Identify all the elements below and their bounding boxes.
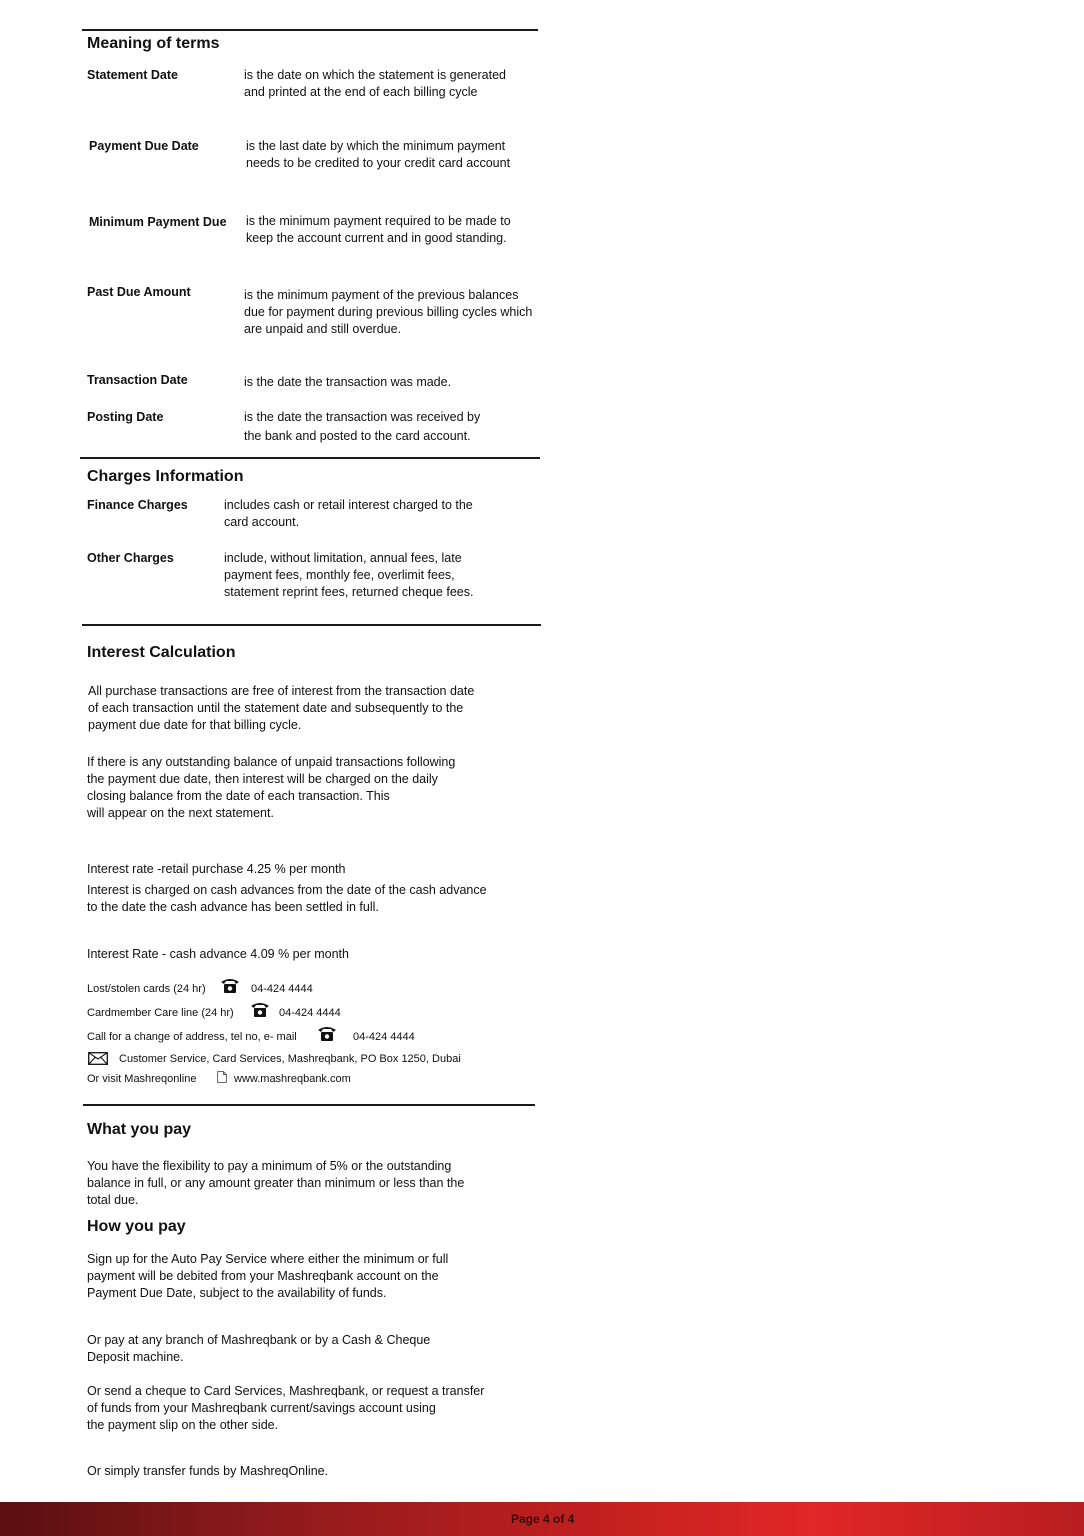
retail-interest-rate: Interest rate -retail purchase 4.25 % per month — [87, 862, 346, 876]
def-transaction-date: is the date the transaction was made. — [244, 375, 452, 389]
document-icon — [217, 1071, 227, 1083]
def-posting-date: is the date the transaction was received by the bank and posted to the card account. — [244, 410, 481, 443]
term-statement-date: Statement Date — [87, 68, 178, 82]
term-past-due-amount: Past Due Amount — [87, 285, 191, 299]
charges-heading: Charges Information — [87, 468, 244, 485]
visit-mashreqonline-label: Or visit Mashreqonline — [87, 1073, 197, 1085]
lost-cards-label: Lost/stolen cards (24 hr) — [87, 983, 206, 995]
term-transaction-date: Transaction Date — [87, 373, 188, 387]
mailing-address: Customer Service, Card Services, Mashreqbank, PO Box 1250, Dubai — [119, 1053, 461, 1065]
page-number: Page 4 of 4 — [511, 1512, 575, 1526]
term-finance-charges: Finance Charges — [87, 498, 188, 512]
branch-pay-text: Or pay at any branch of Mashreqbank or by a Cash & Cheque Deposit machine. — [87, 1333, 431, 1364]
change-details-number[interactable]: 04-424 4444 — [353, 1031, 415, 1043]
lost-cards-number[interactable]: 04-424 4444 — [251, 983, 313, 995]
envelope-icon — [88, 1052, 108, 1065]
what-you-pay-text: You have the flexibility to pay a minimum of 5% or the outstanding balance in full, or any amount greater than minimum or less than the total due. — [87, 1159, 465, 1207]
cash-advance-rate: Interest Rate - cash advance 4.09 % per month — [87, 947, 349, 961]
meaning-heading: Meaning of terms — [87, 35, 220, 52]
interest-heading: Interest Calculation — [87, 644, 236, 661]
auto-pay-text: Sign up for the Auto Pay Service where either the minimum or full payment will be debited from your Mashreqbank account on the Payment Due Date, subject to the availability of funds. — [87, 1252, 449, 1300]
cash-advance-note: Interest is charged on cash advances from the date of the cash advance to the date the cash advance has been settled in full. — [87, 883, 487, 914]
def-minimum-payment-due: is the minimum payment required to be made to keep the account current and in good standing. — [246, 214, 511, 245]
change-details-label: Call for a change of address, tel no, e- mail — [87, 1031, 297, 1043]
term-minimum-payment-due: Minimum Payment Due — [89, 215, 227, 229]
cardmember-care-number[interactable]: 04-424 4444 — [279, 1007, 341, 1019]
cardmember-care-label: Cardmember Care line (24 hr) — [87, 1007, 234, 1019]
phone-icon — [250, 1000, 270, 1018]
online-transfer-text: Or simply transfer funds by MashreqOnline. — [87, 1464, 329, 1478]
def-finance-charges: includes cash or retail interest charged to the card account. — [224, 498, 473, 529]
cheque-pay-text: Or send a cheque to Card Services, Mashreqbank, or request a transfer of funds from your Mashreqbank current/savings account using the payment slip on the other side. — [87, 1384, 485, 1432]
def-statement-date: is the date on which the statement is generated and printed at the end of each billing cycle — [244, 68, 506, 99]
term-other-charges: Other Charges — [87, 551, 174, 565]
term-posting-date: Posting Date — [87, 410, 164, 424]
term-payment-due-date: Payment Due Date — [89, 139, 199, 153]
interest-paragraph-1: All purchase transactions are free of interest from the transaction date of each transaction until the statement date and subsequently to the payment due date for that billing cycle. — [88, 684, 475, 732]
what-you-pay-heading: What you pay — [87, 1121, 192, 1138]
interest-paragraph-2: If there is any outstanding balance of unpaid transactions following the payment due date, then interest will be charged on the daily closing balance from the date of each transaction. This will appear on the next statement. — [87, 755, 456, 820]
phone-icon — [220, 976, 240, 994]
charges-divider — [80, 457, 540, 459]
phone-icon — [317, 1024, 337, 1042]
top-divider — [82, 29, 538, 31]
def-other-charges: include, without limitation, annual fees, late payment fees, monthly fee, overlimit fees, statement reprint fees, returned cheque fees. — [224, 551, 474, 599]
def-payment-due-date: is the last date by which the minimum payment needs to be credited to your credit card account — [246, 139, 511, 170]
interest-divider — [82, 624, 541, 626]
pay-divider — [83, 1104, 535, 1106]
website-link[interactable]: www.mashreqbank.com — [234, 1073, 351, 1085]
how-you-pay-heading: How you pay — [87, 1218, 186, 1235]
def-past-due-amount: is the minimum payment of the previous balances due for payment during previous billing cycles which are unpaid and still overdue. — [244, 288, 533, 336]
